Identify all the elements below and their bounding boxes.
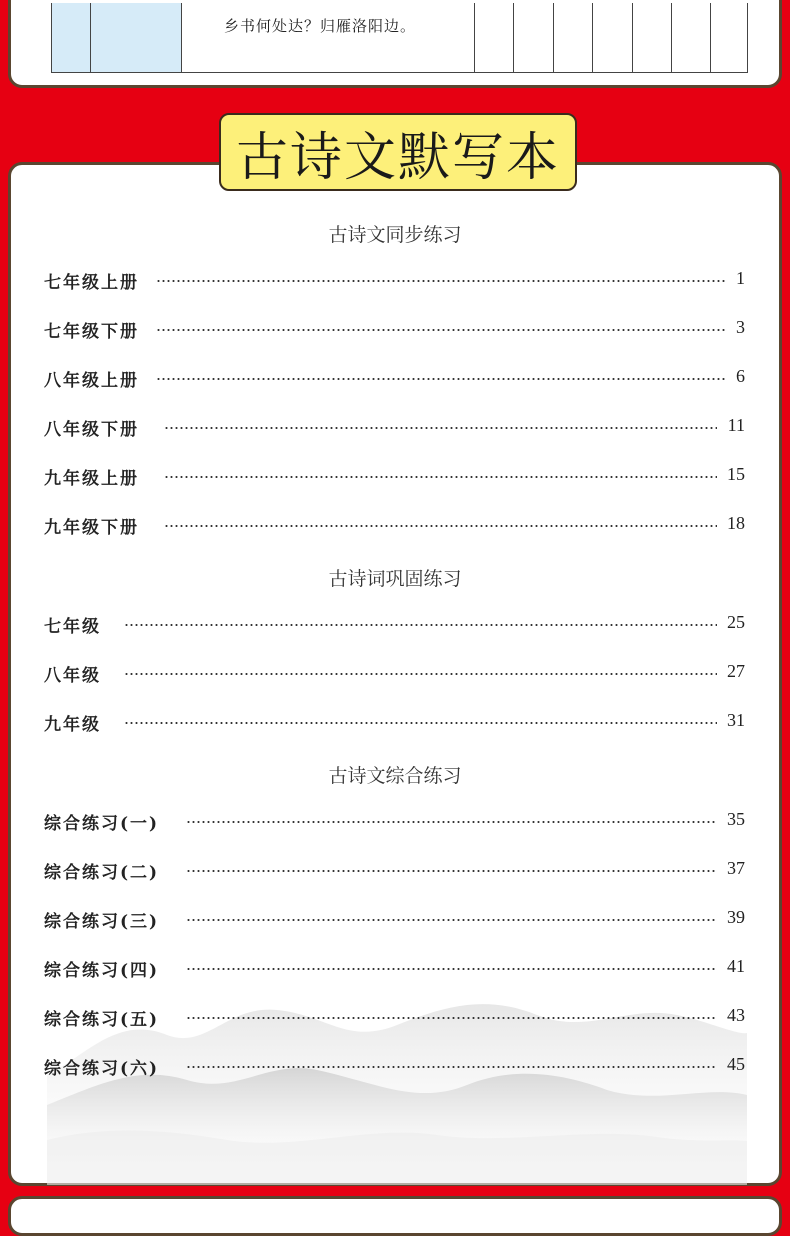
toc-entry[interactable] [44,464,745,488]
dot-leader [186,1017,717,1019]
next-card [8,1196,782,1236]
toc-entry-label: 八年级 [44,666,101,686]
toc-entry-label: 九年级下册 [44,518,139,538]
dot-leader [186,968,717,970]
toc-entry[interactable] [44,317,745,341]
toc-entry-label: 综合练习(一) [44,814,160,834]
section-heading: 古诗文同步练习 [328,224,462,246]
toc-entry-label: 综合练习(五) [44,1010,160,1030]
dot-leader [186,821,717,823]
toc-entry[interactable] [44,1005,745,1029]
dot-leader [124,673,717,675]
toc-entry-label: 综合练习(六) [44,1059,160,1079]
toc-entry-page-number: 31 [727,710,745,730]
dot-leader [124,624,717,626]
table-cell [514,3,554,72]
toc-entry-page-number: 15 [727,464,745,484]
table-cell [672,3,711,72]
table-cell [593,3,633,72]
dot-leader [156,280,727,282]
toc-entry[interactable] [44,513,745,537]
table-cell [475,3,514,72]
toc-entry[interactable] [44,1054,745,1078]
dot-leader [186,870,717,872]
section-heading: 古诗词巩固练习 [328,568,462,590]
toc-entry-label: 七年级 [44,617,101,637]
toc-entry-page-number: 3 [736,317,745,337]
toc-entry-label: 综合练习(四) [44,961,160,981]
dot-leader [156,329,727,331]
dot-leader [186,1066,717,1068]
writing-grid-table [51,3,748,73]
toc-entry-label: 七年级下册 [44,322,139,342]
toc-entry-page-number: 25 [727,612,745,632]
section-heading: 古诗文综合练习 [328,765,462,787]
table-cell [554,3,593,72]
toc-entry-label: 七年级上册 [44,273,139,293]
table-cell [711,3,749,72]
table-cell [182,3,475,72]
toc-entry-label: 综合练习(三) [44,912,160,932]
table-cell [52,3,91,72]
toc-entry-page-number: 37 [727,858,745,878]
toc-entry-page-number: 6 [736,366,745,386]
toc-entry-label: 九年级上册 [44,469,139,489]
toc-entry-page-number: 11 [727,415,745,435]
toc-entry[interactable] [44,710,745,734]
toc-entry-page-number: 35 [727,809,745,829]
toc-entry-page-number: 41 [727,956,745,976]
toc-entry-page-number: 27 [727,661,745,681]
toc-entry[interactable] [44,612,745,636]
toc-entry-page-number: 43 [727,1005,745,1025]
toc-entry-page-number: 1 [736,268,745,288]
dot-leader [164,525,717,527]
dot-leader [124,722,717,724]
toc-entry-label: 九年级 [44,715,101,735]
toc-entry[interactable] [44,268,745,292]
toc-entry-label: 八年级下册 [44,420,139,440]
toc-entry-label: 八年级上册 [44,371,139,391]
toc-entry-page-number: 18 [727,513,745,533]
toc-entry-page-number: 39 [727,907,745,927]
poem-line: 乡书何处达？归雁洛阳边。 [224,17,417,35]
toc-entry-page-number: 45 [727,1054,745,1074]
table-cell [633,3,672,72]
dot-leader [164,427,717,429]
dot-leader [164,476,717,478]
toc-entry[interactable] [44,956,745,980]
toc-entry[interactable] [44,366,745,390]
previous-table-card [8,0,782,88]
page-title: 古诗文默写本 [219,113,577,191]
dot-leader [186,919,717,921]
table-cell [91,3,182,72]
dot-leader [156,378,727,380]
toc-entry[interactable] [44,907,745,931]
toc-entry[interactable] [44,661,745,685]
toc-entry[interactable] [44,415,745,439]
toc-entry[interactable] [44,809,745,833]
toc-entry[interactable] [44,858,745,882]
toc-entry-label: 综合练习(二) [44,863,160,883]
